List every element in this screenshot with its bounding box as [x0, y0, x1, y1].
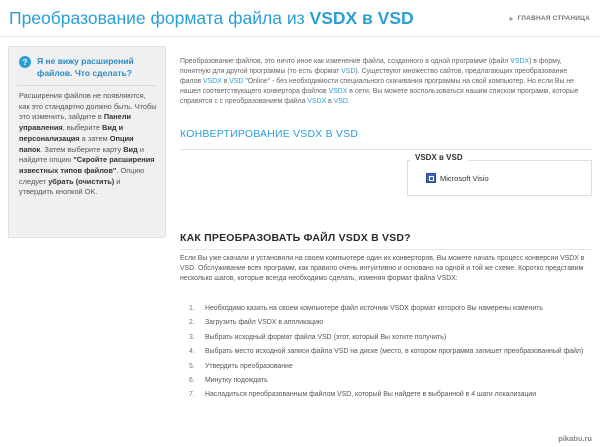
step-number: 5.: [189, 362, 195, 370]
sidebar-text-5: и найдите опцию: [19, 144, 144, 165]
sidebar-bold-2: Вид и персонализация: [19, 123, 124, 143]
how-to-title: КАК ПРЕОБРАЗОВАТЬ ФАЙЛ VSDX В VSD?: [180, 232, 411, 244]
vsd-link-1[interactable]: VSD: [341, 68, 356, 75]
convert-section-title: КОНВЕРТИРОВАНИЕ VSDX В VSD: [180, 128, 359, 140]
sidebar-divider: [17, 85, 157, 86]
converter-box-title: VSDX в VSD: [410, 153, 468, 162]
sidebar-text: [9, 91, 165, 198]
intro-text-4: в: [221, 78, 230, 85]
step-text: Загрузить файл VSDX в аппликацию: [205, 319, 324, 327]
sidebar-bold-4: Вид: [123, 144, 138, 154]
sidebar-title: Я не вижу расширений файлов. Что сделать?: [37, 56, 134, 78]
convert-divider: [180, 149, 592, 150]
program-microsoft-visio[interactable]: [426, 173, 489, 183]
question-mark: ?: [22, 57, 28, 67]
step-text: Необходимо казать на своем компьютере файл источник VSDX формат которого Вы намерены изменить: [205, 305, 544, 312]
question-icon: [19, 56, 31, 68]
intro-text-6: в сети, Вы можете воспользоваться нашим списком программ, которые справятся с с преобразованием файла: [180, 88, 579, 105]
sidebar-header: [9, 47, 165, 79]
step-number: 4.: [189, 348, 195, 356]
intro-text-7: в: [326, 98, 334, 105]
list-item: [189, 318, 591, 328]
step-number: 2.: [189, 319, 195, 327]
intro-text-2: ) в форму, понятную для другой программы (то есть формат: [180, 58, 562, 75]
sidebar-bold-3: Опции папок: [19, 133, 134, 154]
page-title: [9, 8, 414, 29]
visio-icon: [426, 173, 436, 183]
sidebar-help-box: [8, 46, 166, 238]
vsdx-link-4[interactable]: VSDX: [307, 98, 327, 105]
intro-text-8: .: [347, 98, 350, 105]
arrow-right-icon: ▸: [509, 14, 514, 23]
step-text: Минутку подождать: [205, 376, 268, 384]
list-item: [189, 304, 591, 314]
sidebar-text-7: и утвердить кнопкой OK.: [19, 176, 121, 197]
vsd-link-2[interactable]: VSD: [229, 78, 244, 85]
program-name[interactable]: Microsoft Visio: [440, 173, 489, 183]
header: [0, 0, 600, 38]
page-title-text: Преобразование формата файла из: [9, 8, 310, 28]
how-to-paragraph: Если Вы уже скачали и установили на своем компьютере один их конверторов, Вы можете начать процесс конверсии VSDX в VSD. Обслуживание всех программ, как правило очень интуитивно и основано на одной и той же схеме. Коротко представим несколько шагов, которые всегда необходимо сделать, изменяя формат файла VSDX:: [180, 255, 585, 283]
header-divider: [0, 36, 600, 37]
intro-text-3: ). Существуют множество сайтов, предлагающих преобразование фалов: [180, 68, 568, 85]
step-number: 7.: [189, 391, 195, 399]
sidebar-text-2: , выберите: [62, 123, 102, 133]
list-item: [189, 376, 591, 386]
sidebar-text-4: . Затем выберите карту: [40, 144, 124, 154]
intro-text-1: Преобразование файлов, это ничто иное как изменение файла, созданного в одной программе (файл: [180, 58, 511, 65]
sidebar-bold-6: убрать (очистить): [48, 176, 115, 186]
how-to-divider: [180, 249, 592, 250]
step-text: Насладиться преобразованным файлом VSD, который Вы найдете в выбранной в 4 шаги локализации: [205, 391, 537, 399]
step-number: 1.: [189, 305, 195, 312]
home-link-label[interactable]: ГЛАВНАЯ СТРАНИЦА: [517, 15, 590, 22]
list-item: [189, 333, 591, 343]
list-item: [189, 390, 591, 400]
vsd-link-3[interactable]: VSD: [333, 98, 348, 105]
list-item: [189, 347, 591, 357]
sidebar-text-3: а затем: [79, 133, 110, 143]
vsdx-link-1[interactable]: VSDX: [510, 58, 530, 65]
intro-text-5: "Online" - без необходимости специального скачивания программы на свой компьютер. Но если Вы не нашел соответствующего конвертора файлов: [180, 78, 574, 95]
list-item: [189, 362, 591, 372]
sidebar-bold-1: Панели управления: [19, 112, 132, 133]
sidebar-text-6: . Опцию следует: [19, 165, 145, 186]
step-number: 3.: [189, 333, 195, 341]
intro-paragraph: [180, 57, 590, 107]
page-title-bold: VSDX в VSD: [309, 8, 414, 28]
sidebar-text-1: Расширения файлов не появляются, как это стандартно должно быть. Чтобы это изменить, зайдите в: [19, 91, 157, 122]
step-text: Утвердить преобразование: [205, 362, 293, 370]
step-text: Выбрать исходный формат файла VSD (этот, который Вы хотите получить): [205, 333, 447, 341]
home-link[interactable]: [509, 14, 590, 23]
vsdx-link-2[interactable]: VSDX: [203, 78, 222, 85]
step-text: Выбрать место исходной записи файла VSD на диске (место, в котором программа запишет преобразованный файл): [205, 348, 584, 356]
steps-list: [189, 304, 591, 405]
vsdx-link-3[interactable]: VSDX: [328, 88, 348, 95]
step-number: 6.: [189, 376, 195, 384]
watermark: pikabu.ru: [558, 434, 592, 443]
sidebar-bold-5: "Скройте расширения известных типов файлов": [19, 155, 155, 175]
